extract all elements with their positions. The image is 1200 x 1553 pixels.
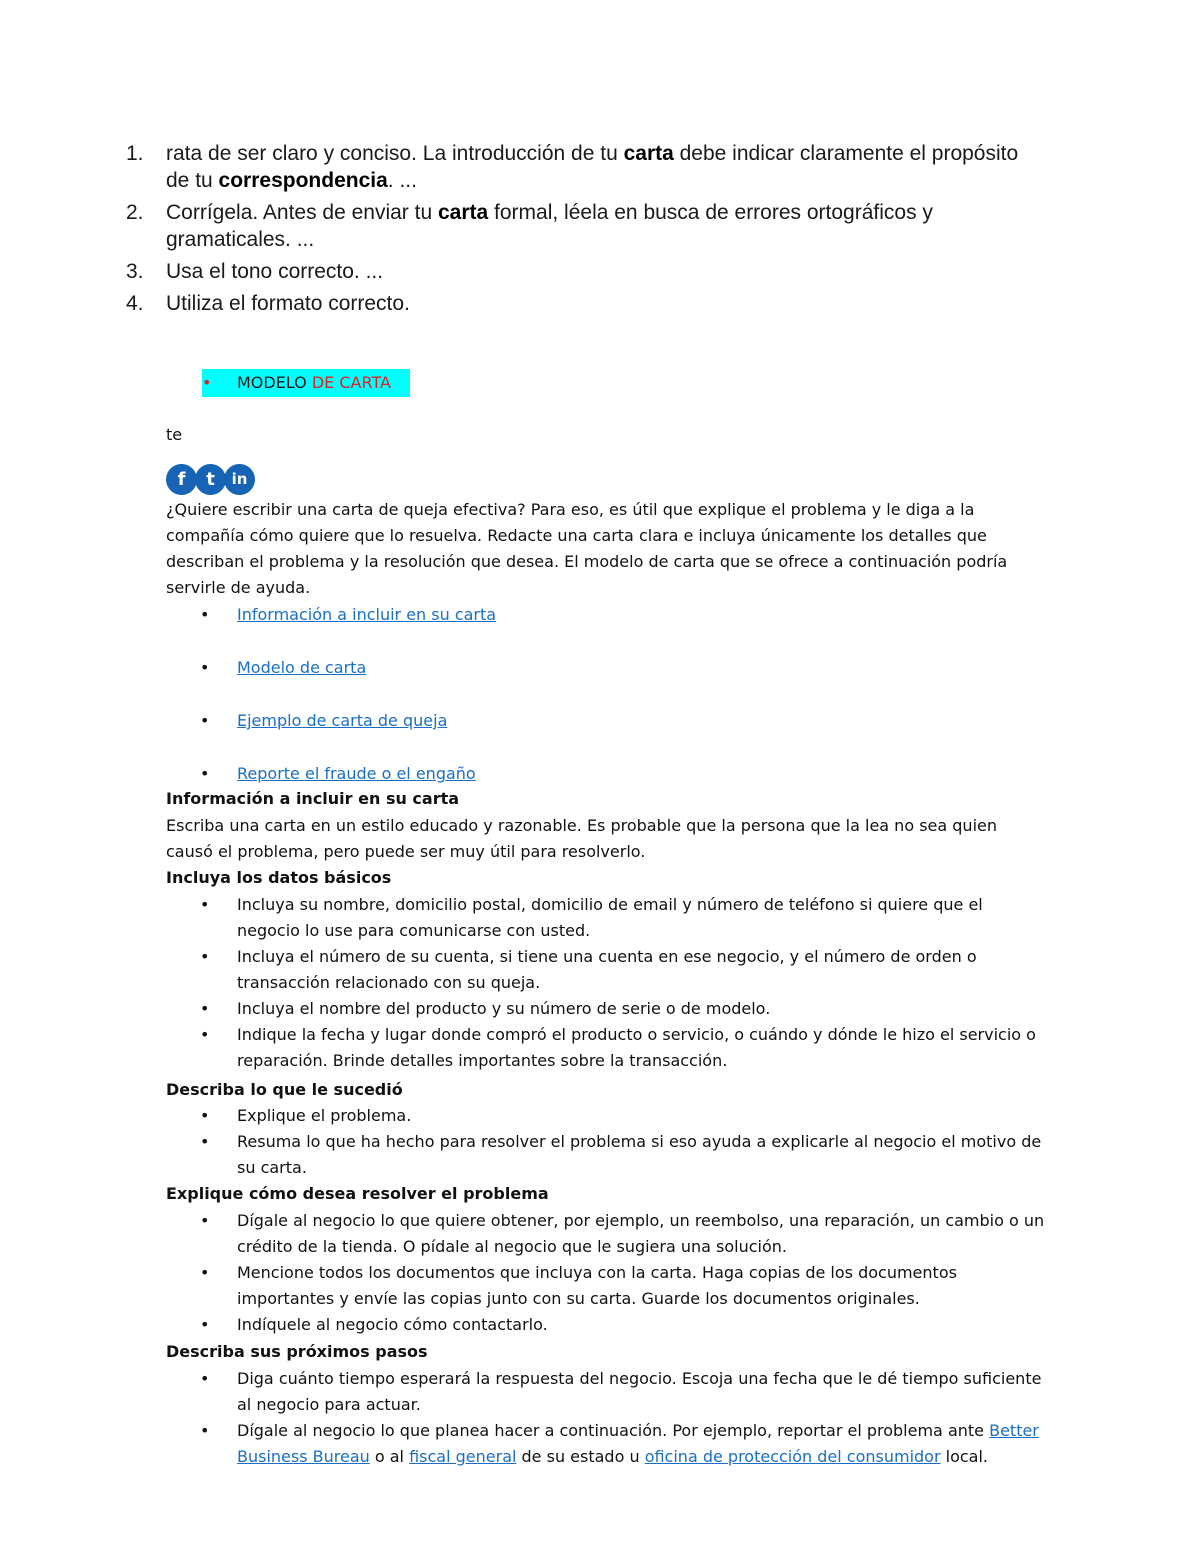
- bullet-marker: •: [200, 1132, 210, 1151]
- bullet-marker: •: [200, 947, 210, 966]
- list-item-text: Mencione todos los documentos que incluya con la carta. Haga copias de los documentos importantes y envíe las copias junto con su carta. Guarde los documentos originales.: [237, 1263, 957, 1308]
- social-share-icons: [166, 464, 258, 496]
- list-item-text: de su estado u: [516, 1447, 645, 1466]
- bullet-marker: •: [200, 605, 210, 624]
- bullet-marker: •: [200, 658, 210, 677]
- list-item-text: Dígale al negocio lo que planea hacer a continuación. Por ejemplo, reportar el problema ante: [237, 1421, 990, 1440]
- bullet-marker: •: [200, 895, 210, 914]
- toc-link-list: [166, 602, 1046, 814]
- numbered-item: [126, 199, 1046, 253]
- bullet-marker: •: [200, 1421, 210, 1440]
- bullet-marker: •: [200, 1369, 210, 1388]
- toc-link[interactable]: Ejemplo de carta de queja: [237, 711, 448, 730]
- list-item-text: Incluya el nombre del producto y su número de serie o de modelo.: [237, 999, 771, 1018]
- bullet-list: [166, 1366, 1046, 1470]
- list-item: [166, 602, 1046, 628]
- list-item: [166, 1022, 1046, 1074]
- list-item: [166, 996, 1046, 1022]
- list-item-text: Dígale al negocio lo que quiere obtener, por ejemplo, un reembolso, una reparación, un cambio o un crédito de la tienda. O pídale al negocio que le sugiera una solución.: [237, 1211, 1045, 1256]
- bold-term: correspondencia: [218, 169, 388, 192]
- intro-paragraph: ¿Quiere escribir una carta de queja efectiva? Para eso, es útil que explique el problema y le diga a la compañía cómo quiere que lo resuelva. Redacte una carta clara e incluya únicamente los detalles que describan el problema y la resolución que desea. El modelo de carta que se ofrece a continuación podría servirle de ayuda.: [166, 500, 1008, 597]
- list-item: [166, 892, 1046, 944]
- text-fragment: te: [166, 425, 183, 444]
- bold-term: carta: [438, 201, 489, 224]
- item-number: 1.: [126, 142, 144, 165]
- bullet-marker: •: [200, 1211, 210, 1230]
- bullet-marker: •: [202, 373, 212, 392]
- consumer-office-link[interactable]: oficina de protección del consumidor: [644, 1447, 941, 1466]
- bullet-marker: •: [200, 1106, 210, 1125]
- list-item-text: local.: [940, 1447, 988, 1466]
- section-heading: Describa sus próximos pasos: [166, 1342, 428, 1361]
- list-item: [166, 1260, 1046, 1312]
- numbered-list: [126, 140, 1046, 322]
- highlight-part1: MODELO: [237, 373, 312, 392]
- section-heading: Explique cómo desea resolver el problema: [166, 1184, 549, 1203]
- list-item: [166, 655, 1046, 681]
- list-item-text: Explique el problema.: [237, 1106, 412, 1125]
- list-item-text: Indíquele al negocio cómo contactarlo.: [237, 1315, 548, 1334]
- bullet-marker: •: [200, 999, 210, 1018]
- list-item-text: Incluya el número de su cuenta, si tiene una cuenta en ese negocio, y el número de orden o transacción relacionado con su queja.: [237, 947, 977, 992]
- list-item: [166, 1312, 1046, 1338]
- list-item-text: Diga cuánto tiempo esperará la respuesta del negocio. Escoja una fecha que le dé tiempo suficiente al negocio para actuar.: [237, 1369, 1042, 1414]
- bullet-list: [166, 1208, 1046, 1338]
- bullet-list: [166, 1103, 1046, 1181]
- item-number: 4.: [126, 292, 144, 315]
- bullet-marker: •: [200, 711, 210, 730]
- bbb-link[interactable]: Better Business Bureau: [237, 1421, 1039, 1466]
- item-text: . ...: [387, 169, 417, 192]
- item-text: Corrígela. Antes de enviar tu: [166, 201, 438, 224]
- item-text: Utiliza el formato correcto.: [166, 292, 410, 315]
- bullet-marker: •: [200, 1315, 210, 1334]
- highlight-text: [237, 369, 391, 397]
- section-paragraph: Escriba una carta en un estilo educado y razonable. Es probable que la persona que la lea no sea quien causó el problema, pero puede ser muy útil para resolverlo.: [166, 816, 997, 861]
- numbered-item: [126, 258, 1046, 285]
- section-heading: Describa lo que le sucedió: [166, 1080, 403, 1099]
- toc-link[interactable]: Modelo de carta: [237, 658, 367, 677]
- section-heading: Información a incluir en su carta: [166, 789, 460, 808]
- bullet-marker: •: [200, 1025, 210, 1044]
- item-number: 3.: [126, 260, 144, 283]
- numbered-item: [126, 140, 1046, 194]
- bullet-marker: •: [200, 1263, 210, 1282]
- list-item-text: Resuma lo que ha hecho para resolver el problema si eso ayuda a explicarle al negocio el motivo de su carta.: [237, 1132, 1042, 1177]
- twitter-icon[interactable]: t: [195, 464, 226, 495]
- fiscal-general-link[interactable]: fiscal general: [409, 1447, 517, 1466]
- list-item: [166, 1129, 1046, 1181]
- list-item: [166, 1208, 1046, 1260]
- highlight-part2: DE CARTA: [311, 373, 391, 392]
- item-number: 2.: [126, 201, 144, 224]
- toc-link[interactable]: Información a incluir en su carta: [237, 605, 497, 624]
- item-text: rata de ser claro y conciso. La introducción de tu: [166, 142, 624, 165]
- list-item-text: o al: [369, 1447, 410, 1466]
- list-item: [166, 1418, 1046, 1470]
- highlighted-bullet: [202, 369, 410, 397]
- section-heading: Incluya los datos básicos: [166, 868, 392, 887]
- item-text: formal, léela en busca de errores ortográficos y gramaticales. ...: [166, 201, 933, 251]
- bullet-marker: •: [200, 764, 210, 783]
- list-item-text: Indique la fecha y lugar donde compró el producto o servicio, o cuándo y dónde le hizo el servicio o reparación. Brinde detalles importantes sobre la transacción.: [237, 1025, 1036, 1070]
- toc-link[interactable]: Reporte el fraude o el engaño: [237, 764, 476, 783]
- facebook-icon[interactable]: f: [166, 464, 197, 495]
- bold-term: carta: [623, 142, 674, 165]
- list-item: [166, 1103, 1046, 1129]
- list-item-text: Incluya su nombre, domicilio postal, domicilio de email y número de teléfono si quiere que el negocio lo use para comunicarse con usted.: [237, 895, 983, 940]
- item-text: Usa el tono correcto. ...: [166, 260, 384, 283]
- list-item: [166, 761, 1046, 787]
- list-item: [166, 708, 1046, 734]
- linkedin-icon[interactable]: in: [224, 464, 255, 495]
- list-item: [166, 944, 1046, 996]
- numbered-item: [126, 290, 1046, 317]
- bullet-list: [166, 892, 1046, 1074]
- item-text: debe indicar claramente el propósito de tu: [166, 142, 1019, 192]
- list-item: [166, 1366, 1046, 1418]
